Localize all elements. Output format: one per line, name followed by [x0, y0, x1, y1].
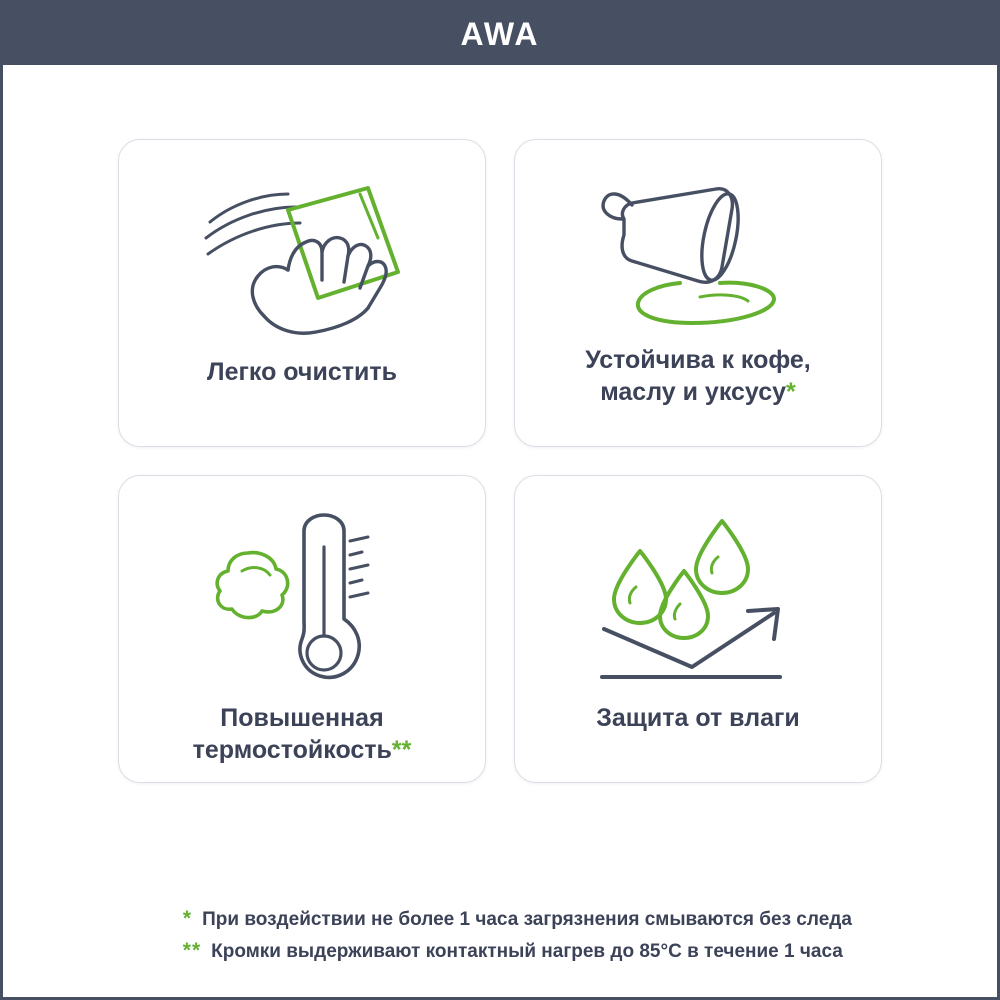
footnotes: [3, 907, 997, 963]
footnote-mark: **: [391, 736, 412, 764]
page-title: AWA: [460, 15, 540, 52]
feature-card-label: [191, 356, 413, 388]
feature-card-grid: [110, 65, 890, 783]
footnote-mark: *: [182, 907, 193, 930]
feature-card-moisture-protection[interactable]: [514, 475, 882, 783]
feature-card-label: [177, 702, 428, 766]
feature-label-line-1: Устойчива к кофе,: [585, 346, 811, 374]
feature-label-line-1: Защита от влаги: [596, 704, 800, 732]
spilled-cup-icon: [588, 166, 808, 344]
footnote-mark: **: [182, 939, 202, 962]
feature-card-label: [569, 344, 827, 408]
feature-label-line-1: Легко очистить: [207, 358, 397, 386]
feature-card-label: [580, 702, 816, 734]
feature-label-line-2: маслу и уксусу: [600, 378, 787, 406]
footnote-text: Кромки выдерживают контактный нагрев до 85°C в течение 1 часа: [211, 941, 843, 962]
feature-card-easy-clean[interactable]: [118, 139, 486, 447]
hand-wiping-cloth-icon: [192, 166, 412, 356]
footnote-mark: *: [786, 378, 796, 406]
feature-card-heat-resistant[interactable]: [118, 475, 486, 783]
thermometer-steam-icon: [202, 502, 402, 702]
footnote-item: [157, 939, 843, 963]
water-drops-repelling-icon: [588, 502, 808, 702]
header-bar: [3, 3, 997, 65]
feature-label-line-1: Повышенная: [220, 704, 384, 732]
feature-label-line-2: термостойкость: [192, 736, 392, 764]
footnote-item: [148, 907, 852, 931]
feature-card-stain-resistant[interactable]: [514, 139, 882, 447]
footnote-text: При воздействии не более 1 часа загрязнения смываются без следа: [202, 909, 852, 930]
